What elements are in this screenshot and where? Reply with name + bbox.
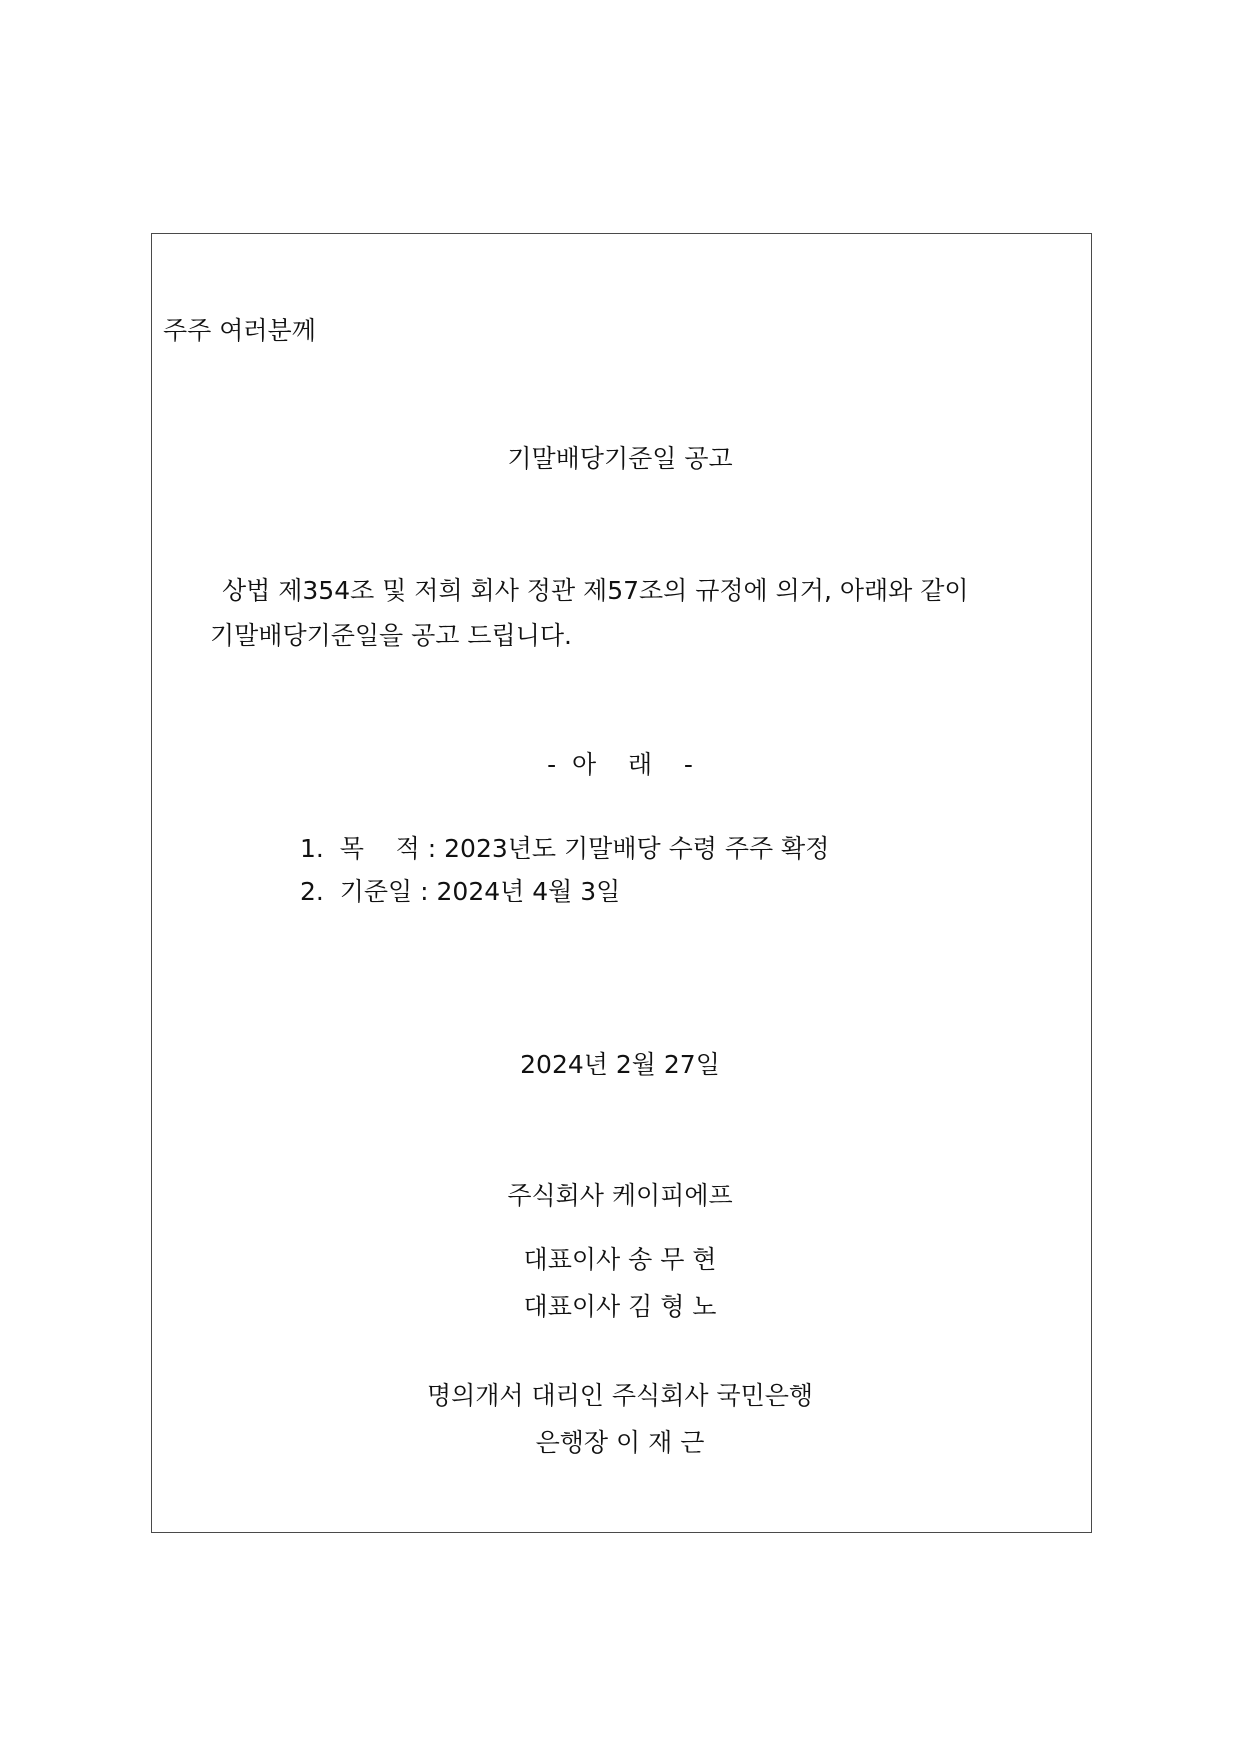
- notice-border-frame: [151, 233, 1092, 1533]
- section-heading: - 아 래 -: [547, 750, 693, 779]
- transfer-agent: 명의개서 대리인 주식회사 국민은행: [426, 1381, 814, 1410]
- ceo-name-2: 대표이사 김 형 노: [523, 1292, 717, 1321]
- company-name: 주식회사 케이피에프: [507, 1181, 733, 1210]
- body-line-1: 상법 제354조 및 저희 회사 정관 제57조의 규정에 의거, 아래와 같이: [222, 576, 969, 605]
- salutation: 주주 여러분께: [163, 316, 316, 345]
- body-line-2: 기말배당기준일을 공고 드립니다.: [210, 621, 572, 650]
- ceo-name-1: 대표이사 송 무 현: [523, 1245, 717, 1274]
- transfer-agent-head: 은행장 이 재 근: [535, 1428, 705, 1457]
- list-item-purpose: 1. 목 적 : 2023년도 기말배당 수령 주주 확정: [300, 834, 830, 863]
- list-item-record-date: 2. 기준일 : 2024년 4월 3일: [300, 877, 621, 906]
- notice-date: 2024년 2월 27일: [520, 1050, 720, 1079]
- notice-title: 기말배당기준일 공고: [507, 444, 733, 473]
